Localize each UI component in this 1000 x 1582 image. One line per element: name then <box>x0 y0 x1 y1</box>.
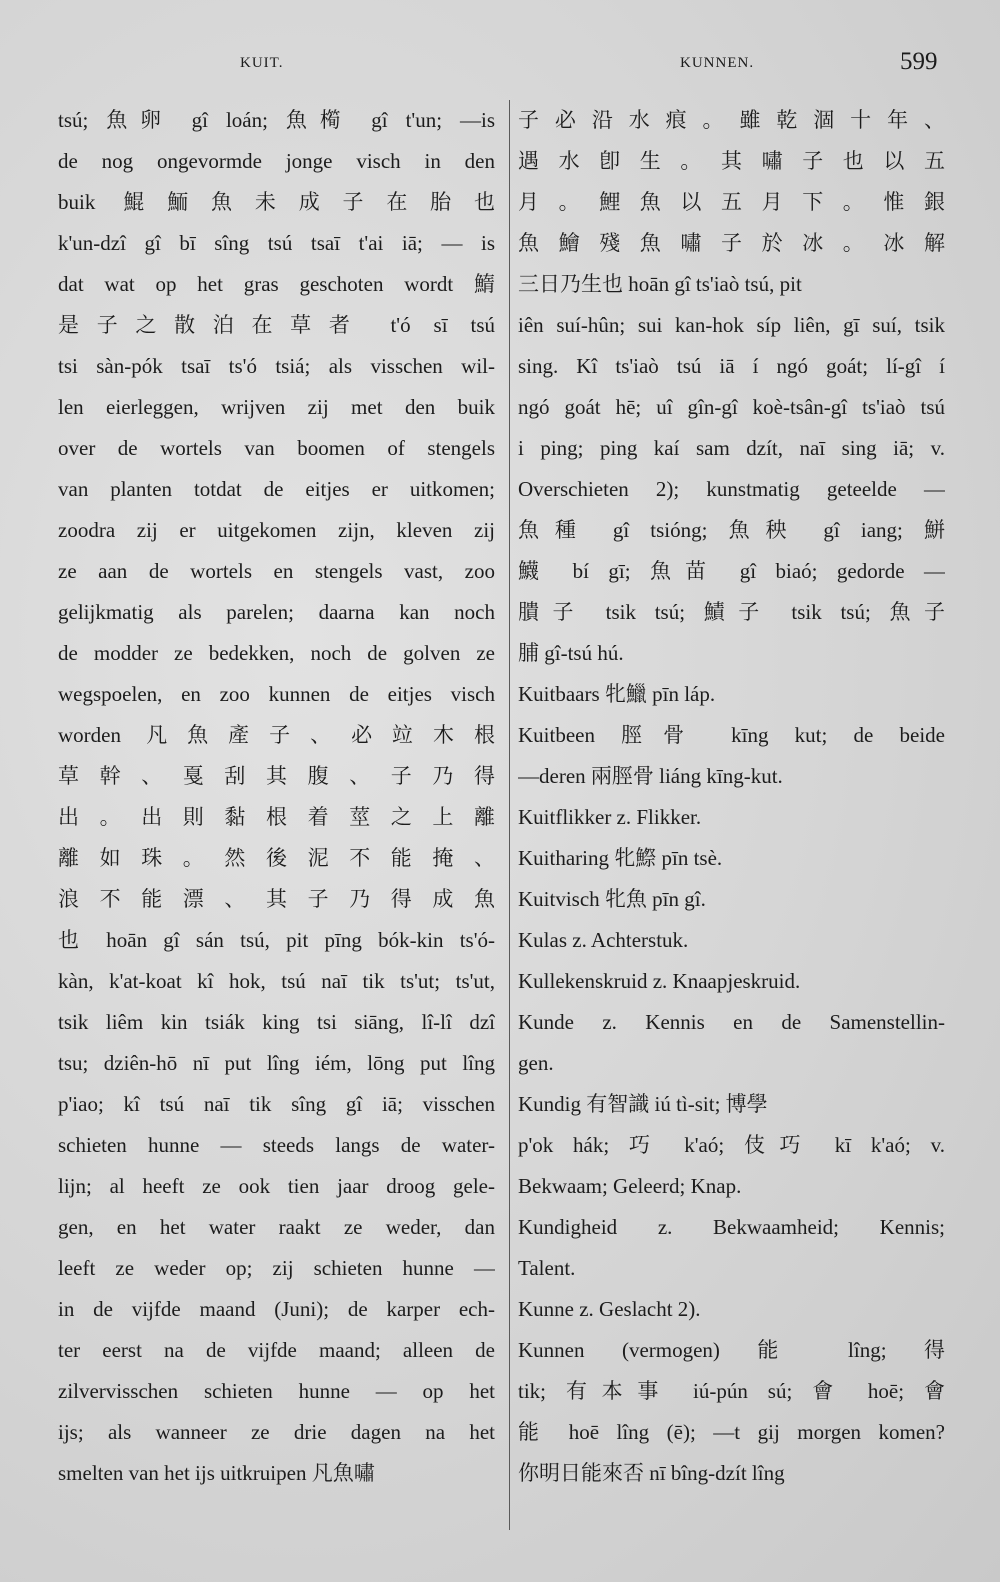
text-line: Kunnen (vermogen) 能 lîng; 得 <box>518 1338 945 1362</box>
text-line: leeft ze weder op; zij schieten hunne — <box>58 1256 495 1280</box>
text-line: Kuitharing 牝鰶 pīn tsè. <box>518 846 723 870</box>
text-line: 鱴 bí gī; 魚苗 gî biaó; gedorde — <box>518 559 945 583</box>
text-line: len eierleggen, wrijven zij met den buik <box>58 395 495 419</box>
text-line: 草幹、戛刮其腹、子乃得 <box>58 764 495 788</box>
text-line: tik; 有本事 iú-pún sú; 會 hoē; 會 <box>518 1379 945 1403</box>
text-line: tsik liêm kin tsiák king tsi siāng, lî-lî dzî <box>58 1010 495 1034</box>
text-line: kàn, k'at-koat kî hok, tsú naī tik ts'ut; ts'ut, <box>58 969 495 993</box>
running-head-center: KUNNEN. <box>680 55 755 71</box>
text-line: schieten hunne — steeds langs de water- <box>58 1133 495 1157</box>
text-line: Kunne z. Geslacht 2). <box>518 1297 701 1321</box>
text-line: 浪不能漂、其子乃得成魚 <box>58 887 495 911</box>
text-line: Kunde z. Kennis en de Samenstellin- <box>518 1010 945 1034</box>
page-number: 599 <box>900 48 938 75</box>
text-line: k'un-dzî gî bī sîng tsú tsaī t'ai iā; — is <box>58 231 495 255</box>
text-line: Talent. <box>518 1256 576 1280</box>
text-line: van planten totdat de eitjes er uitkomen; <box>58 477 495 501</box>
text-line: Kuitbeen 脛骨 kīng kut; de beide <box>518 723 945 747</box>
text-line: —deren 兩脛骨 liáng kīng-kut. <box>518 764 783 788</box>
text-line: zoodra zij er uitgekomen zijn, kleven zij <box>58 518 495 542</box>
text-line: tsú; 魚卵 gî loán; 魚橁 gî t'un; —is <box>58 108 495 132</box>
text-line: iên suí-hûn; sui kan-hok síp liên, gī suí, tsik <box>518 313 945 337</box>
running-head-left: KUIT. <box>240 55 284 71</box>
left-column <box>58 100 495 1494</box>
text-line: 也 hoān gî sán tsú, pit pīng bók-kin ts'ó- <box>58 928 495 952</box>
text-line: 魚鱠殘魚嘯子於冰。冰解 <box>518 231 945 255</box>
text-line: zilvervisschen schieten hunne — op het <box>58 1379 495 1403</box>
text-line: ze aan de wortels en stengels vast, zoo <box>58 559 495 583</box>
text-line: wegspoelen, en zoo kunnen de eitjes visch <box>58 682 495 706</box>
text-line: Kundigheid z. Bekwaamheid; Kennis; <box>518 1215 945 1239</box>
text-line: 是子之散泊在草者 t'ó sī tsú <box>58 313 495 337</box>
text-line: buik 鯤鮞魚未成子在胎也 <box>58 190 495 214</box>
text-line: 遇水卽生。其嘯子也以五 <box>518 149 945 173</box>
text-line: i ping; ping kaí sam dzít, naī sing iā; v. <box>518 436 945 460</box>
text-line: 三日乃生也 hoān gî ts'iaò tsú, pit <box>518 272 802 296</box>
text-line: tsu; dziên-hō nī put lîng iém, lōng put lîng <box>58 1051 495 1075</box>
text-line: gen. <box>518 1051 554 1075</box>
text-line: ngó goát hē; uî gîn-gî koè-tsân-gî ts'iaò tsú <box>518 395 945 419</box>
text-line: sing. Kî ts'iaò tsú iā í ngó goát; lí-gî í <box>518 354 945 378</box>
text-line: gen, en het water raakt ze weder, dan <box>58 1215 495 1239</box>
right-column <box>518 100 945 1494</box>
text-line: Kulas z. Achterstuk. <box>518 928 689 952</box>
text-line: Kuitflikker z. Flikker. <box>518 805 702 829</box>
text-line: over de wortels van boomen of stengels <box>58 436 495 460</box>
text-line: 子必沿水痕。雖乾涸十年、 <box>518 108 945 132</box>
text-line: ijs; als wanneer ze drie dagen na het <box>58 1420 495 1444</box>
text-line: Kundig 有智識 iú tì-sit; 博學 <box>518 1092 768 1116</box>
text-line: de modder ze bedekken, noch de golven ze <box>58 641 495 665</box>
text-line: 你明日能來否 nī bîng-dzít lîng <box>518 1461 785 1485</box>
text-line: Kuitbaars 牝鱲 pīn láp. <box>518 682 716 706</box>
text-line: in de vijfde maand (Juni); de karper ech- <box>58 1297 495 1321</box>
text-line: tsi sàn-pók tsaī ts'ó tsiá; als visschen wil- <box>58 354 495 378</box>
text-line: 膭子 tsik tsú; 鰿子 tsik tsú; 魚子 <box>518 600 945 624</box>
text-line: 月。鯉魚以五月下。惟銀 <box>518 190 945 214</box>
text-line: de nog ongevormde jonge visch in den <box>58 149 495 173</box>
text-line: p'iao; kî tsú naī tik sîng gî iā; visschen <box>58 1092 495 1116</box>
text-line: Kuitvisch 牝魚 pīn gî. <box>518 887 706 911</box>
text-line: worden 凡魚產子、必竝木根 <box>58 723 495 747</box>
text-line: ter eerst na de vijfde maand; alleen de <box>58 1338 495 1362</box>
text-line: Bekwaam; Geleerd; Knap. <box>518 1174 742 1198</box>
text-line: 能 hoē lîng (ē); —t gij morgen komen? <box>518 1420 945 1444</box>
text-line: 脯 gî-tsú hú. <box>518 641 624 665</box>
text-line: gelijkmatig als parelen; daarna kan noch <box>58 600 495 624</box>
text-line: p'ok hák; 巧 k'aó; 伎巧 kī k'aó; v. <box>518 1133 945 1157</box>
column-divider <box>509 100 510 1530</box>
text-line: 離如珠。然後泥不能掩、 <box>58 846 495 870</box>
text-line: lijn; al heeft ze ook tien jaar droog gele- <box>58 1174 495 1198</box>
text-line: 魚種 gî tsióng; 魚秧 gî iang; 鮩 <box>518 518 945 542</box>
text-line: dat wat op het gras geschoten wordt 鰖 <box>58 272 495 296</box>
text-line: 出。出則黏根着莖之上離 <box>58 805 495 829</box>
text-line: Overschieten 2); kunstmatig geteelde — <box>518 477 945 501</box>
text-line: Kullekenskruid z. Knaapjeskruid. <box>518 969 801 993</box>
text-line: smelten van het ijs uitkruipen 凡魚嘯 <box>58 1461 375 1485</box>
